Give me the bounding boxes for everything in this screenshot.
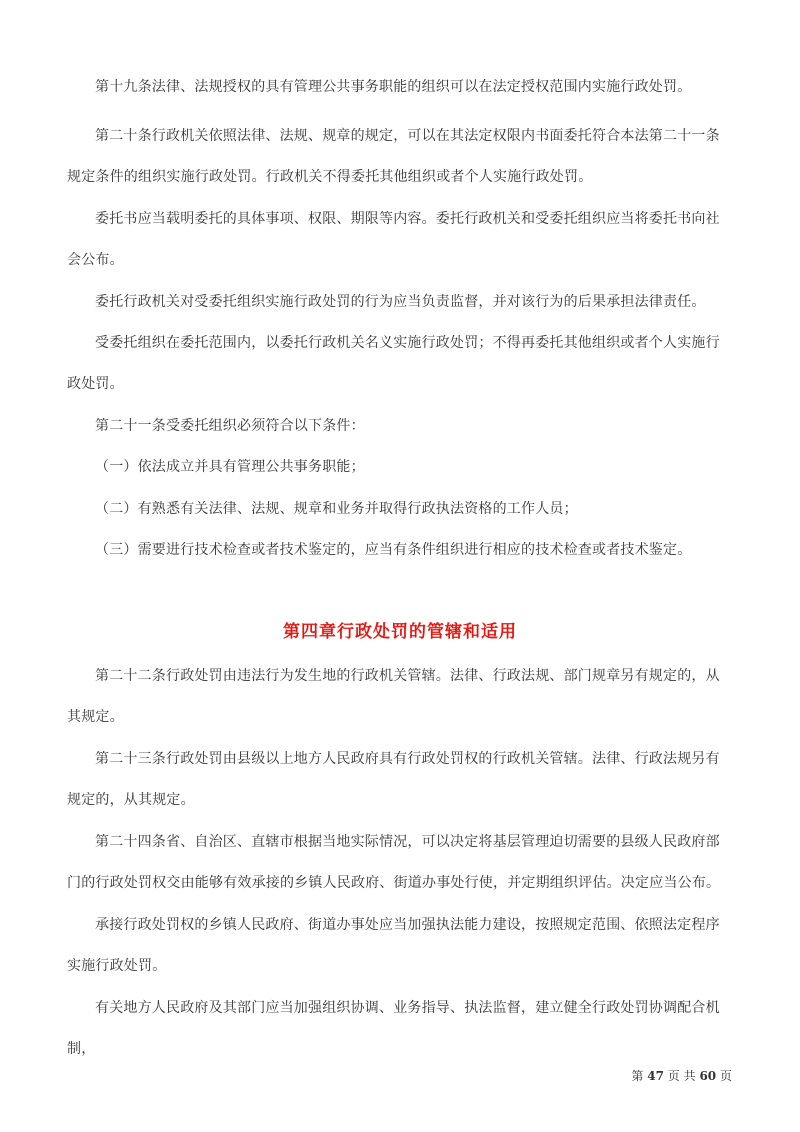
paragraph-supervision: 委托行政机关对受委托组织实施行政处罚的行为应当负责监督，并对该行为的后果承担法律责任。 bbox=[95, 294, 706, 310]
current-page-number: 47 bbox=[647, 1069, 664, 1083]
paragraph-entrustment-letter: 委托书应当载明委托的具体事项、权限、期限等内容。委托行政机关和受委托组织应当将委托书向社会公布。 bbox=[67, 211, 720, 268]
footer-suffix: 页 bbox=[719, 1069, 732, 1083]
paragraph-article-23: 第二十三条行政处罚由县级以上地方人民政府具有行政处罚权的行政机关管辖。法律、行政法规另有规定的，从其规定。 bbox=[67, 751, 720, 808]
paragraph-entrusted-scope: 受委托组织在委托范围内，以委托行政机关名义实施行政处罚；不得再委托其他组织或者个人实施行政处罚。 bbox=[67, 335, 720, 392]
list-item-condition-3: （三）需要进行技术检查或者技术鉴定的，应当有条件组织进行相应的技术检查或者技术鉴定。 bbox=[95, 542, 692, 558]
paragraph-article-19: 第十九条法律、法规授权的具有管理公共事务职能的组织可以在法定授权范围内实施行政处罚。 bbox=[95, 79, 692, 95]
chapter-heading: 第四章行政处罚的管辖和适用 bbox=[283, 622, 517, 642]
footer-prefix: 第 bbox=[631, 1069, 644, 1083]
paragraph-article-21: 第二十一条受委托组织必须符合以下条件： bbox=[95, 418, 365, 434]
paragraph-article-22: 第二十二条行政处罚由违法行为发生地的行政机关管辖。法律、行政法规、部门规章另有规定的，从其规定。 bbox=[67, 668, 720, 725]
list-item-condition-1: （一）依法成立并具有管理公共事务职能； bbox=[95, 459, 365, 475]
total-pages-number: 60 bbox=[699, 1069, 717, 1083]
paragraph-coordination: 有关地方人民政府及其部门应当加强组织协调、业务指导、执法监督，建立健全行政处罚协调配合机制， bbox=[67, 1000, 720, 1057]
paragraph-article-24: 第二十四条省、自治区、直辖市根据当地实际情况，可以决定将基层管理迫切需要的县级人民政府部门的行政处罚权交由能够有效承接的乡镇人民政府、街道办事处行使，并定期组织评估。决定应当公布。 bbox=[67, 834, 721, 891]
footer-middle: 页 共 bbox=[667, 1069, 696, 1083]
paragraph-capacity-building: 承接行政处罚权的乡镇人民政府、街道办事处应当加强执法能力建设，按照规定范围、依照法定程序实施行政处罚。 bbox=[67, 917, 720, 974]
paragraph-article-20: 第二十条行政机关依照法律、法规、规章的规定，可以在其法定权限内书面委托符合本法第二十一条规定条件的组织实施行政处罚。行政机关不得委托其他组织或者个人实施行政处罚。 bbox=[67, 128, 720, 185]
list-item-condition-2: （二）有熟悉有关法律、法规、规章和业务并取得行政执法资格的工作人员； bbox=[95, 501, 578, 517]
page-footer bbox=[631, 1067, 732, 1084]
